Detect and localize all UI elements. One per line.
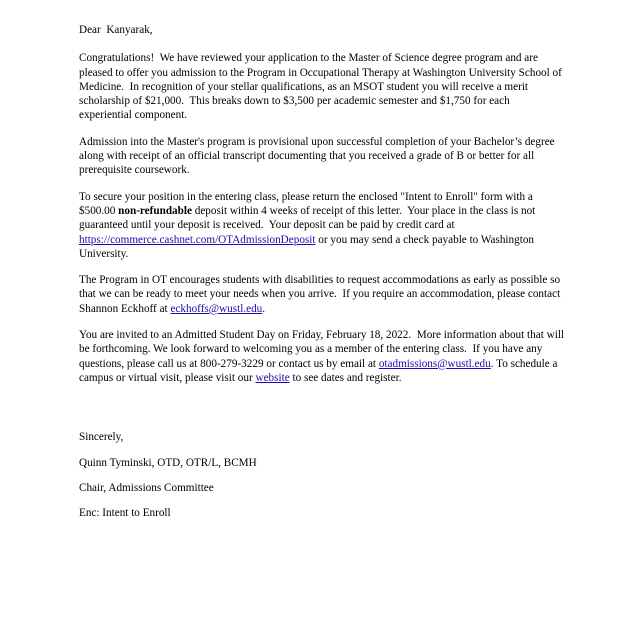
signer-title: Chair, Admissions Committee	[79, 481, 214, 494]
deposit-text-1: To secure your position in the entering class, please return the enclosed "Intent to Enroll" form with a $500.00	[79, 190, 536, 217]
letter-body	[79, 23, 565, 531]
accommodations-text-1: The Program in OT encourages students with disabilities to request accommodations as early as possible so that we can be ready to meet your needs when you arrive. If you require an accommodation, please contact Shannon Eckhoff at	[79, 274, 563, 315]
salutation: Dear Kanyarak,	[79, 24, 153, 36]
non-refundable-text: non-refundable	[118, 204, 192, 217]
student-day-text-3: to see dates and register.	[289, 371, 402, 384]
closing-sincerely: Sincerely,	[79, 431, 124, 444]
student-day-text-1: You are invited to an Admitted Student Day on Friday, February 18, 2022. More information about that will be forthcoming. We look forward to welcoming you as a member of the entering class. If you have any questions, please call us at 800-279-3229 or contact us by email at	[79, 329, 567, 370]
paragraph-deposit	[79, 190, 565, 261]
paragraph-congratulations: Congratulations! We have reviewed your application to the Master of Science degree program and are pleased to offer you admission to the Program in Occupational Therapy at Washington University School of Medicine. In recognition of your stellar qualifications, as an MSOT student you will receive a merit scholarship of $21,000. This breaks down to $3,500 per academic semester and $1,750 for each experiential component.	[79, 52, 565, 122]
enclosure-note: Enc: Intent to Enroll	[79, 507, 171, 520]
deposit-payment-link[interactable]: https://commerce.cashnet.com/OTAdmissionDeposit	[79, 233, 316, 246]
student-day-text-2: . To schedule a campus or virtual visit, please visit our	[79, 357, 561, 384]
paragraph-accommodations	[79, 273, 565, 316]
signer-name: Quinn Tyminski, OTD, OTR/L, BCMH	[79, 456, 257, 469]
accommodations-text-2: .	[262, 302, 266, 315]
deposit-text-2: deposit within 4 weeks of receipt of this letter. Your place in the class is not guaranteed until your deposit is received. Your deposit can be paid by credit card at	[79, 204, 539, 232]
paragraph-provisional-admission: Admission into the Master's program is provisional upon successful completion of your Bachelor’s degree along with receipt of an official transcript documenting that you received a grade of B or better for all prerequisite coursework.	[79, 135, 558, 177]
closing-block	[79, 430, 565, 520]
deposit-text-3: or you may send a check payable to Washington University.	[79, 233, 537, 260]
otadmissions-email-link[interactable]: otadmissions@wustl.edu	[378, 357, 491, 370]
website-link[interactable]: website	[255, 371, 290, 384]
paragraph-admitted-student-day	[79, 328, 565, 385]
eckhoff-email-link[interactable]: eckhoffs@wustl.edu	[170, 302, 263, 315]
